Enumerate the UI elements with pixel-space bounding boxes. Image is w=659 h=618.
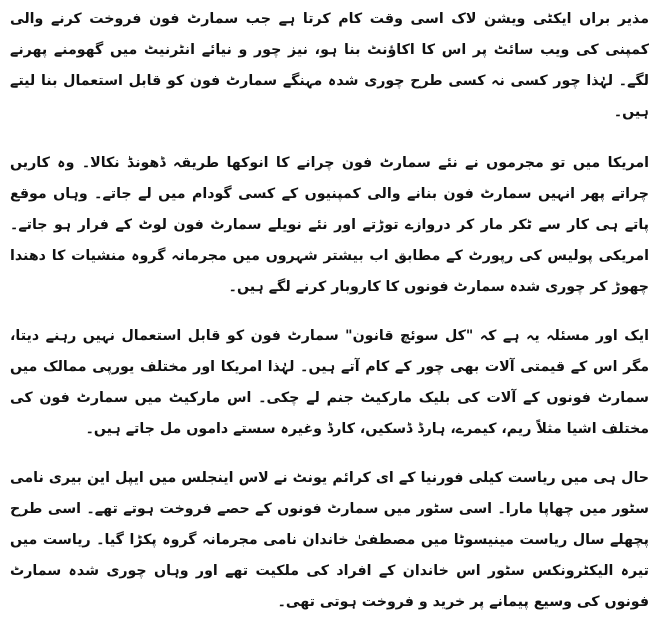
paragraph-activation-lock: مذیر براں ایکٹی ویشن لاک اسی وقت کام کرتا ہے جب سمارٹ فون فروخت کرنے والی کمپنی کی ویب سائٹ پر اس کا اکاؤنٹ بنا ہو، نیز چور و نیائے انٹرنیٹ میں گھومنے پھرنے لگے۔ لہٰذا چور کسی نہ کسی طرح چوری شدہ مہنگے سمارٹ فون کو قابل استعمال بنا لیتے ہیں۔ [10, 11, 649, 120]
paragraph-kill-switch-black-market: ایک اور مسئلہ یہ ہے کہ "کل سوئچ قانون" سمارٹ فون کو قابل استعمال نہیں رہنے دیتا، مگر اس کے قیمتی آلات بھی چور کے کام آتے ہیں۔ لہٰذا امریکا اور مختلف یورپی ممالک میں سمارٹ فونوں کے آلات کی بلیک مارکیٹ جنم لے چکی۔ اس مارکیٹ میں سمارٹ فون کی مختلف اشیا مثلاً ریم، کیمرے، ہارڈ ڈسکیں، کارڈ وغیرہ سستے داموں مل جاتے ہیں۔ [10, 328, 649, 437]
paragraph-raids-and-gangs: حال ہی میں ریاست کیلی فورنیا کے ای کرائم یونٹ نے لاس اینجلس میں ایپل این بیری نامی سٹور میں چھاپا مارا۔ اسی سٹور میں سمارٹ فونوں کے حصے فروخت ہوتے تھے۔ اسی طرح پچھلے سال ریاست مینیسوٹا میں مصطفیٰ خاندان نامی مجرمانہ گروہ پکڑا گیا۔ ریاست میں تیرہ الیکٹرونکس سٹور اس خاندان کے افراد کی ملکیت تھے اور وہاں چوری شدہ سمارٹ فونوں کی وسیع پیمانے پر خرید و فروخت ہوتی تھی۔ [10, 470, 649, 610]
paragraph-us-warehouse-thefts: امریکا میں تو مجرموں نے نئے سمارٹ فون چرانے کا انوکھا طریقہ ڈھونڈ نکالا۔ وہ کاریں چراتے پھر انہیں سمارٹ فون بنانے والی کمپنیوں کے کسی گودام میں لے جاتے۔ وہاں موقع پاتے ہی کار سے ٹکر مار کر دروازے توڑتے اور نئے نویلے سمارٹ فون لوٹ کے فرار ہو جاتے۔ امریکی پولیس کی رپورٹ کے مطابق اب بیشتر شہروں میں مجرمانہ گروہ منشیات کا دھندا چھوڑ کر چوری شدہ سمارٹ فونوں کا کاروبار کرنے لگے ہیں۔ [10, 155, 649, 295]
